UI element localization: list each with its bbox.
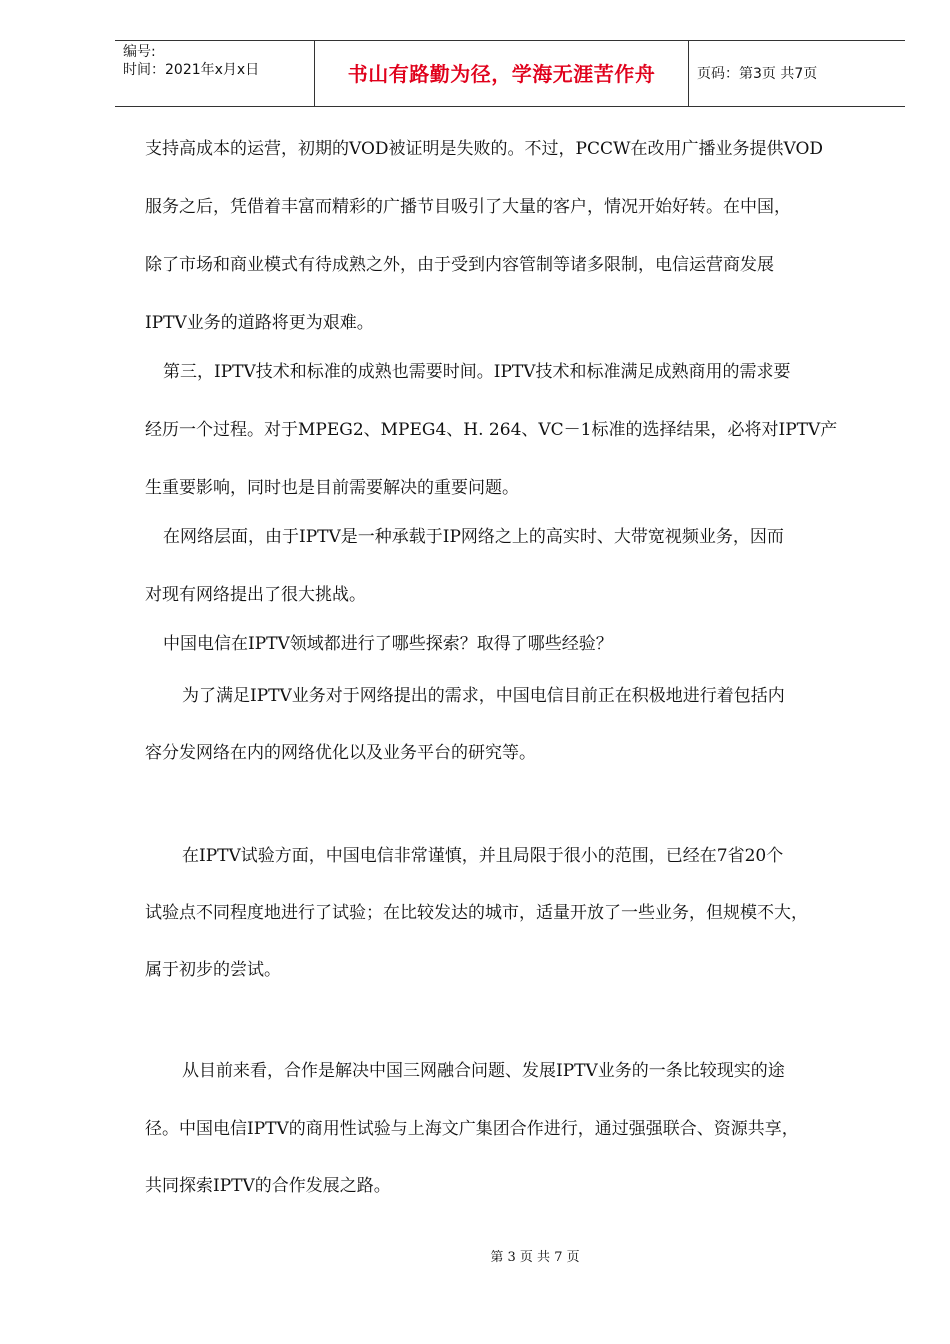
- body-line: 经历一个过程。对于MPEG2、MPEG4、H. 264、VC－1标准的选择结果，必将对IPTV产: [145, 420, 838, 440]
- body-line: 径。中国电信IPTV的商用性试验与上海文广集团合作进行，通过强强联合、资源共享，: [145, 1119, 799, 1139]
- body-line: 从目前来看，合作是解决中国三网融合问题、发展IPTV业务的一条比较现实的途: [182, 1061, 785, 1081]
- body-line: 除了市场和商业模式有待成熟之外，由于受到内容管制等诸多限制，电信运营商发展: [145, 255, 774, 275]
- document-date-label: 时间：2021年x月x日: [123, 62, 260, 78]
- body-line: 第三，IPTV技术和标准的成熟也需要时间。IPTV技术和标准满足成熟商用的需求要: [163, 362, 791, 382]
- body-heading-question: 中国电信在IPTV领域都进行了哪些探索？取得了哪些经验？: [163, 634, 613, 654]
- body-line: 在网络层面，由于IPTV是一种承载于IP网络之上的高实时、大带宽视频业务，因而: [163, 527, 784, 547]
- body-line: 服务之后，凭借着丰富而精彩的广播节目吸引了大量的客户，情况开始好转。在中国，: [145, 197, 791, 217]
- body-line: 容分发网络在内的网络优化以及业务平台的研究等。: [145, 743, 536, 763]
- header-page-number: 页码：第3页 共7页: [697, 66, 818, 82]
- body-line: 对现有网络提出了很大挑战。: [145, 585, 366, 605]
- document-number-label: 编号:: [123, 44, 156, 60]
- page-header: [115, 40, 905, 107]
- body-line: 在IPTV试验方面，中国电信非常谨慎，并且局限于很小的范围，已经在7省20个: [182, 846, 784, 866]
- body-line: 试验点不同程度地进行了试验；在比较发达的城市，适量开放了一些业务，但规模不大，: [145, 903, 808, 923]
- body-line: 共同探索IPTV的合作发展之路。: [145, 1176, 391, 1196]
- body-line: 为了满足IPTV业务对于网络提出的需求，中国电信目前正在积极地进行着包括内: [182, 686, 785, 706]
- header-motto: 书山有路勤为径，学海无涯苦作舟: [315, 41, 689, 107]
- page-footer: 第 3 页 共 7 页: [490, 1250, 580, 1265]
- body-line: IPTV业务的道路将更为艰难。: [145, 313, 374, 333]
- body-line: 属于初步的尝试。: [145, 960, 281, 980]
- header-meta: [115, 41, 315, 107]
- body-line: 支持高成本的运营，初期的VOD被证明是失败的。不过，PCCW在改用广播业务提供VOD: [145, 139, 824, 159]
- body-line: 生重要影响，同时也是目前需要解决的重要问题。: [145, 478, 519, 498]
